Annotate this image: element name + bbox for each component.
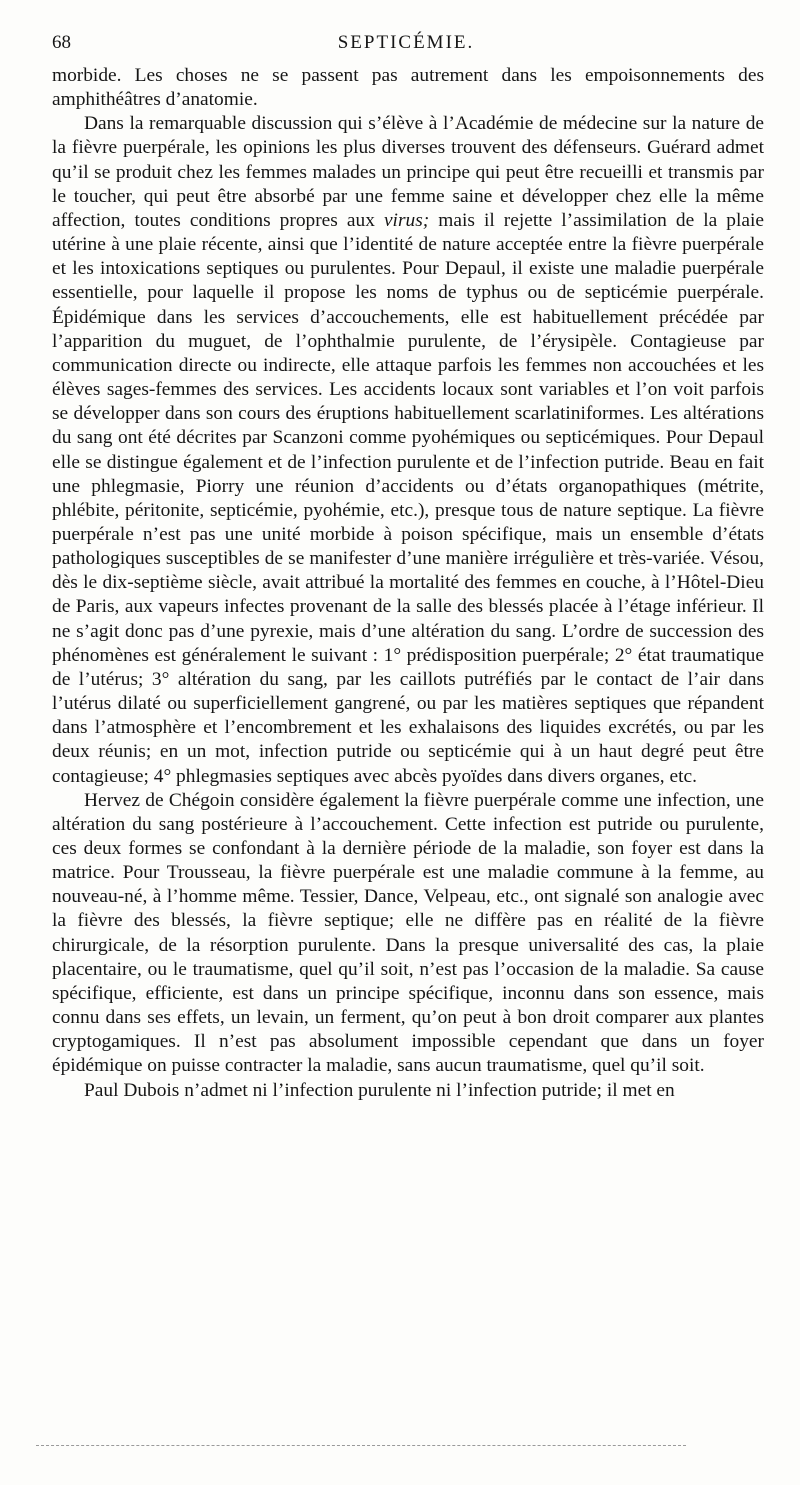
page-header xyxy=(52,32,760,58)
paragraph-text: Dans la remarquable discussion qui s’élève à l’Académie de médecine sur la nature de la fièvre puerpérale, les opinions les plus diverses trouvent des défenseurs. Guérard admet qu’il se produit chez les femmes malades un principe qui peut être recueilli et transmis par le toucher, qui peut être absorbé par une femme saine et développer chez elle la même affection, toutes conditions propres aux xyxy=(52,113,764,231)
running-head: SEPTICÉMIE. xyxy=(337,32,475,53)
paragraph-academie-discussion xyxy=(52,112,764,788)
paragraph-paul-dubois: Paul Dubois n’admet ni l’infection purulente ni l’infection putride; il met en xyxy=(84,1079,675,1101)
body-text xyxy=(52,64,764,1103)
paragraph-text: mais il rejette l’assimilation de la plaie utérine à une plaie récente, ainsi que l’identité de nature acceptée entre la fièvre puerpérale et les intoxications septiques ou purulentes. Pour Depaul, il existe une maladie puerpérale essentielle, pour laquelle il propose les noms de typhus ou de septicémie puerpérale. Épidémique dans les services d’accouchements, elle est habituellement précédée par l’apparition du muguet, de l’ophthalmie purulente, de l’érysipèle. Contagieuse par communication directe ou indirecte, elle attaque parfois les femmes non accouchées et les élèves sages-femmes des services. Les accidents locaux sont variables et l’on voit parfois se développer dans son cours des éruptions habituellement scarlatiniformes. Les altérations du sang ont été décrites par Scanzoni comme pyohémiques ou septicémiques. Pour Depaul elle se distingue également et de l’infection purulente et de l’infection putride. Beau en fait une phlegmasie, Piorry une réunion d’accidents ou d’états organopathiques (métrite, phlébite, péritonite, septicémie, pyohémie, etc.), presque tous de nature septique. La fièvre puerpérale n’est pas une unité morbide à poison spécifique, mais un ensemble d’états pathologiques susceptibles de se manifester d’une manière irrégulière et très-variée. Vésou, dès le dix-septième siècle, avait attribué la mortalité des femmes en couche, à l’Hôtel-Dieu de Paris, aux vapeurs infectes provenant de la salle des blessés placée à l’étage inférieur. Il ne s’agit donc pas d’une pyrexie, mais d’une altération du sang. L’ordre de succession des phénomènes est généralement le suivant : 1° prédisposition puerpérale; 2° état traumatique de l’utérus; 3° altération du sang, par les caillots putréfiés par le contact de l’air dans l’utérus dilaté ou superficiellement gangrené, ou par les matières septiques que répandent dans l’atmosphère et l’encombrement et les exhalaisons des liquides excrétés, ou par les deux réunis; en un mot, infection putride ou septicémie qui à un haut degré peut être contagieuse; 4° phlegmasies septiques avec abcès pyoïdes dans divers organes, etc. xyxy=(52,209,764,787)
italic-term: virus; xyxy=(383,209,430,231)
paragraph-hervez-de-chegoin: Hervez de Chégoin considère également la fièvre puerpérale comme une infection, une altération du sang postérieure à l’accouchement. Cette infection est putride ou purulente, ces deux formes se confondant à la dernière période de la maladie, son foyer est dans la matrice. Pour Trousseau, la fièvre puerpérale est une maladie commune à la femme, au nouveau-né, à l’homme même. Tessier, Dance, Velpeau, etc., ont signalé son analogie avec la fièvre des blessés, la fièvre septique; elle ne diffère pas en réalité de la fièvre chirurgicale, de la résorption purulente. Dans la presque universalité des cas, la plaie placentaire, ou le traumatisme, quel qu’il soit, n’est pas l’occasion de la maladie. Sa cause spécifique, efficiente, est dans un principe spécifique, inconnu dans son essence, mais connu dans ses effets, un levain, un ferment, qu’on peut à bon droit comparer aux plantes cryptogamiques. Il n’est pas absolument impossible cependant que dans un foyer épidémique on puisse contracter la maladie, sans aucun traumatisme, quel qu’il soit. xyxy=(52,789,764,1077)
bottom-dashed-rule xyxy=(36,1445,686,1446)
page-number: 68 xyxy=(52,32,71,53)
paragraph-continuation: morbide. Les choses ne se passent pas autrement dans les empoisonnements des amphithéâtres d’anatomie. xyxy=(52,65,764,111)
